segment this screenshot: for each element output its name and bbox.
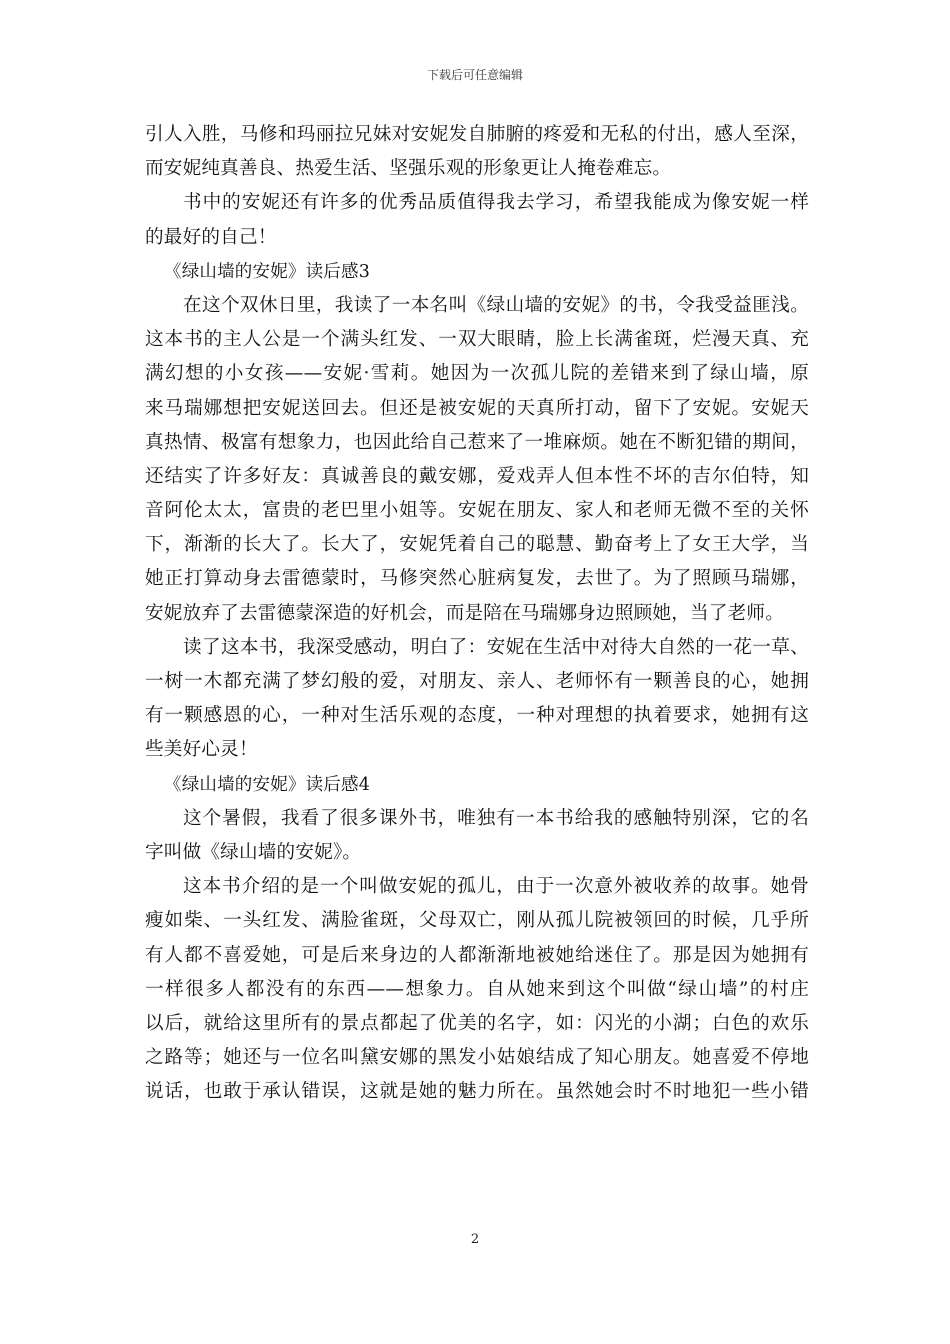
text-line: 真热情、极富有想象力，也因此给自己惹来了一堆麻烦。她在不断犯错的期间， [145, 431, 809, 453]
text-line: 的最好的自己！ [145, 226, 277, 248]
text-line: 满幻想的小女孩——安妮·雪莉。她因为一次孤儿院的差错来到了绿山墙，原 [145, 363, 809, 385]
page-number: 2 [470, 1232, 480, 1247]
text-line: 而安妮纯真善良、热爱生活、坚强乐观的形象更让人掩卷难忘。 [145, 158, 672, 180]
text-line: 下，渐渐的长大了。长大了，安妮凭着自己的聪慧、勤奋考上了女王大学，当 [145, 534, 809, 556]
text-line: 以后，就给这里所有的景点都起了优美的名字，如：闪光的小湖；白色的欢乐 [145, 1012, 809, 1034]
text-line: 有人都不喜爱她，可是后来身边的人都渐渐地被她给迷住了。那是因为她拥有 [145, 944, 809, 966]
text-line: 来马瑞娜想把安妮送回去。但还是被安妮的天真所打动，留下了安妮。安妮天 [145, 397, 809, 419]
document-body [145, 118, 809, 1109]
text-line: 些美好心灵！ [145, 739, 258, 761]
text-line: 还结实了许多好友：真诚善良的戴安娜，爱戏弄人但本性不坏的吉尔伯特，知 [145, 465, 809, 487]
text-line: 引人入胜，马修和玛丽拉兄妹对安妮发自肺腑的疼爱和无私的付出，感人至深， [145, 124, 809, 145]
text-line: 这本书介绍的是一个叫做安妮的孤儿，由于一次意外被收养的故事。她骨 [183, 876, 809, 898]
text-line: 这个暑假，我看了很多课外书，唯独有一本书给我的感触特别深，它的名 [183, 807, 809, 829]
text-line: 这本书的主人公是一个满头红发、一双大眼睛，脸上长满雀斑，烂漫天真、充 [145, 329, 809, 351]
text-line: 说话，也敢于承认错误，这就是她的魅力所在。虽然她会时不时地犯一些小错 [145, 1081, 809, 1103]
text-line: 一树一木都充满了梦幻般的爱，对朋友、亲人、老师怀有一颗善良的心，她拥 [145, 671, 809, 692]
text-line: 之路等；她还与一位名叫黛安娜的黑发小姑娘结成了知心朋友。她喜爱不停地 [145, 1047, 809, 1069]
text-line: 瘦如柴、一头红发、满脸雀斑，父母双亡，刚从孤儿院被领回的时候，几乎所 [145, 910, 809, 932]
text-line: 字叫做《绿山墙的安妮》。 [145, 841, 362, 863]
text-line: 音阿伦太太，富贵的老巴里小姐等。安妮在朋友、家人和老师无微不至的关怀 [145, 500, 809, 522]
section-heading: 《绿山墙的安妮》读后感4 [164, 774, 371, 795]
text-line: 读了这本书，我深受感动，明白了：安妮在生活中对待大自然的一花一草、 [183, 636, 809, 658]
text-line: 书中的安妮还有许多的优秀品质值得我去学习，希望我能成为像安妮一样 [183, 192, 809, 214]
text-line: 有一颗感恩的心，一种对生活乐观的态度，一种对理想的执着要求，她拥有这 [145, 705, 809, 727]
text-line: 在这个双休日里，我读了一本名叫《绿山墙的安妮》的书，令我受益匪浅。 [183, 294, 809, 316]
page-header: 下载后可任意编辑 [426, 68, 523, 82]
text-line: 安妮放弃了去雷德蒙深造的好机会，而是陪在马瑞娜身边照顾她，当了老师。 [145, 602, 784, 624]
section-heading: 《绿山墙的安妮》读后感3 [164, 261, 371, 282]
text-line: 她正打算动身去雷德蒙时，马修突然心脏病复发，去世了。为了照顾马瑞娜， [145, 568, 809, 590]
text-line: 一样很多人都没有的东西——想象力。自从她来到这个叫做“绿山墙”的村庄 [145, 978, 809, 1000]
